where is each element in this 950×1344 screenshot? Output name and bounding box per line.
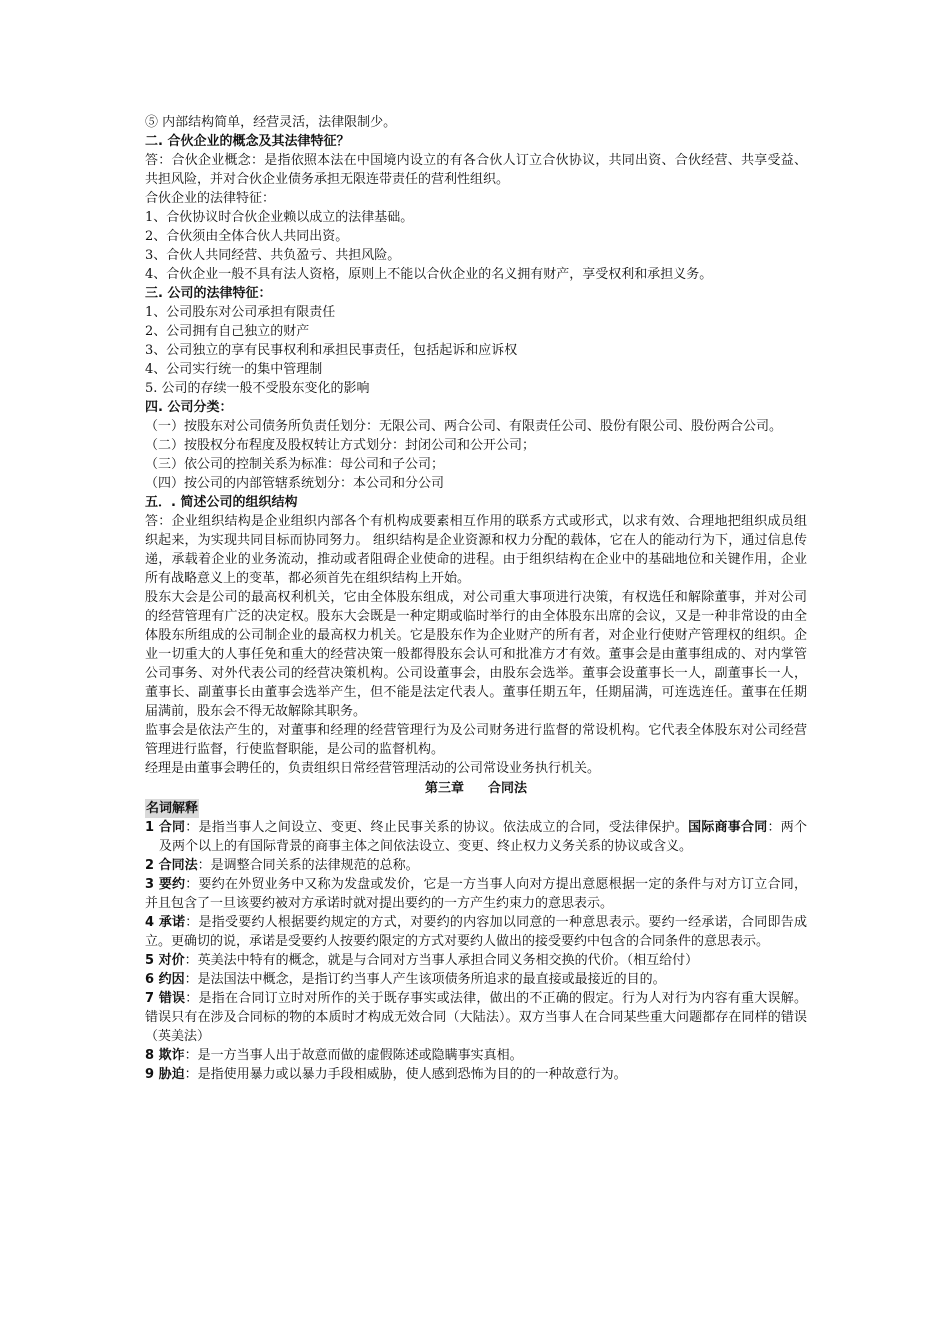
term-name: 要约 [158, 877, 186, 892]
term-item [145, 1065, 807, 1084]
term-definition: ：要约在外贸业务中又称为发盘或发价，它是一方当事人向对方提出意愿根据一定的条件与对方订立合同，并且包含了一旦该要约被对方承诺时就对提出要约的一方产生约束力的意思表示。 [145, 877, 807, 911]
partnership-feature-5: ⑤ 内部结构简单，经营灵活，法律限制少。 [145, 115, 397, 130]
section-2-heading: 二. 合伙企业的概念及其法律特征？ [145, 134, 350, 149]
term-name: 约因 [158, 972, 185, 987]
company-feature-item: 2、公司拥有自己独立的财产 [145, 324, 310, 339]
chapter-heading [145, 779, 807, 798]
term-item [145, 951, 807, 970]
org-structure-paragraph: 股东大会是公司的最高权利机关，它由全体股东组成，对公司重大事项进行决策，有权选任和解除董事，并对公司的经营管理有广泛的决定权。股东大会既是一种定期或临时举行的由全体股东出席的会议，又是一种非常设的由全体股东所组成的公司制企业的最高权力机关。它是股东作为企业财产的所有者，对企业行使财产管理权的组织。企业一切重大的人事任免和重大的经营决策一般都得股东会认可和批准方才有效。董事会是由董事组成的、对内掌管公司事务、对外代表公司的经营决策机构。公司设董事会，由股东会选举。董事会设董事长一人，副董事长一人，董事长、副董事长由董事会选举产生，但不能是法定代表人。董事任期五年，任期届满，可连选连任。董事在任期届满前，股东会不得无故解除其职务。 [145, 590, 807, 719]
term-definition: ：是指当事人之间设立、变更、终止民事关系的协议。依法成立的合同，受法律保护。 [185, 820, 689, 835]
company-type-item: （二）按股权分布程度及股权转让方式划分：封闭公司和公开公司； [145, 438, 536, 453]
term-number: 4 [145, 915, 159, 930]
term-definition: ：是指在合同订立时对所作的关于既存事实或法律，做出的不正确的假定。行为人对行为内容有重大误解。错误只有在涉及合同标的物的本质时才构成无效合同（大陆法）。双方当事人在合同某些重大问题都存在同样的错误（英美法） [145, 991, 807, 1044]
partnership-feature-item: 1、合伙协议时合伙企业赖以成立的法律基础。 [145, 210, 414, 225]
terms-heading-line [145, 799, 807, 818]
term-number: 3 [145, 877, 159, 892]
org-structure-paragraph: 经理是由董事会聘任的，负责组织日常经营管理活动的公司常设业务执行机关。 [145, 761, 601, 776]
company-type-item: （一）按股东对公司债务所负责任划分：无限公司、两合公司、有限责任公司、股份有限公司、股份两合公司。 [145, 419, 783, 434]
term-definition: ：是一方当事人出于故意而做的虚假陈述或隐瞒事实真相。 [184, 1048, 523, 1063]
term-definition: ：两个及两个以上的有国际背景的商事主体之间依法设立、变更、终止权力义务关系的协议或含义。 [159, 820, 807, 854]
document-page [145, 113, 807, 1084]
term-name: 国际商事合同 [688, 820, 768, 835]
term-item [145, 818, 807, 856]
company-feature-item: 4、公司实行统一的集中管理制 [145, 362, 323, 377]
company-feature-item: 5. 公司的存续一般不受股东变化的影响 [145, 381, 370, 396]
org-structure-paragraph: 监事会是依法产生的，对董事和经理的经营管理行为及公司财务进行监督的常设机构。它代表全体股东对公司经营管理进行监督，行使监督职能，是公司的监督机构。 [145, 723, 807, 757]
term-number: 6 [145, 972, 159, 987]
partnership-features-title: 合伙企业的法律特征： [145, 191, 276, 206]
term-definition: ：是指受要约人根据要约规定的方式，对要约的内容加以同意的一种意思表示。要约一经承诺，合同即告成立。更确切的说，承诺是受要约人按要约限定的方式对要约人做出的接受要约中包含的合同条件的意思表示。 [145, 915, 807, 949]
section-3-heading: 三. 公司的法律特征： [145, 286, 272, 301]
section-5-heading: 五．. 简述公司的组织结构 [145, 495, 298, 510]
term-item [145, 989, 807, 1046]
chapter-number: 第三章 [424, 781, 464, 796]
term-number: 1 [145, 820, 159, 835]
term-item [145, 913, 807, 951]
term-item [145, 875, 807, 913]
terms-heading: 名词解释 [146, 801, 199, 816]
term-name: 合同 [158, 820, 186, 835]
term-definition: ：是指使用暴力或以暴力手段相威胁，使人感到恐怖为目的的一种故意行为。 [184, 1067, 627, 1082]
term-number: 5 [145, 953, 159, 968]
org-structure-paragraph: 答：企业组织结构是企业组织内部各个有机构成要素相互作用的联系方式或形式，以求有效、合理地把组织成员组织起来，为实现共同目标而协同努力。 组织结构是企业资源和权力分配的载体，它在人的能动行为下，通过信息传递，承载着企业的业务流动，推动或者阻碍企业使命的进程。由于组织结构在企业中的基础地位和关键作用，企业所有战略意义上的变革，都必须首先在组织结构上开始。 [145, 514, 807, 586]
partnership-feature-item: 4、合伙企业一般不具有法人资格，原则上不能以合伙企业的名义拥有财产，享受权利和承担义务。 [145, 267, 713, 282]
term-definition: ：是法国法中概念，是指订约当事人产生该项债务所追求的最直接或最接近的目的。 [184, 972, 666, 987]
section-4-heading: 四. 公司分类： [145, 400, 233, 415]
partnership-feature-item: 2、合伙须由全体合伙人共同出资。 [145, 229, 349, 244]
term-name: 对价 [158, 953, 185, 968]
company-type-item: （四）按公司的内部管辖系统划分：本公司和分公司 [145, 476, 445, 491]
chapter-title: 合同法 [488, 781, 528, 796]
company-type-item: （三）依公司的控制关系为标准：母公司和子公司； [145, 457, 445, 472]
term-definition: ：是调整合同关系的法律规范的总称。 [197, 858, 419, 873]
term-name: 欺诈 [158, 1048, 185, 1063]
term-number: 2 [145, 858, 159, 873]
term-item [145, 1046, 807, 1065]
term-definition: ：英美法中特有的概念，就是与合同对方当事人承担合同义务相交换的代价。（相互给付） [184, 953, 699, 968]
term-name: 胁迫 [158, 1067, 185, 1082]
term-number: 9 [145, 1067, 159, 1082]
company-feature-item: 3、公司独立的享有民事权利和承担民事责任，包括起诉和应诉权 [145, 343, 518, 358]
partnership-feature-item: 3、合伙人共同经营、共负盈亏、共担风险。 [145, 248, 401, 263]
term-number: 7 [145, 991, 159, 1006]
partnership-definition: 答：合伙企业概念：是指依照本法在中国境内设立的有各合伙人订立合伙协议，共同出资、合伙经营、共享受益、共担风险，并对合伙企业债务承担无限连带责任的营利性组织。 [145, 153, 807, 187]
term-name: 承诺 [158, 915, 186, 930]
term-name: 错误 [158, 991, 186, 1006]
company-feature-item: 1、公司股东对公司承担有限责任 [145, 305, 336, 320]
term-item [145, 970, 807, 989]
term-number: 8 [145, 1048, 159, 1063]
term-name: 合同法 [158, 858, 198, 873]
term-item [145, 856, 807, 875]
